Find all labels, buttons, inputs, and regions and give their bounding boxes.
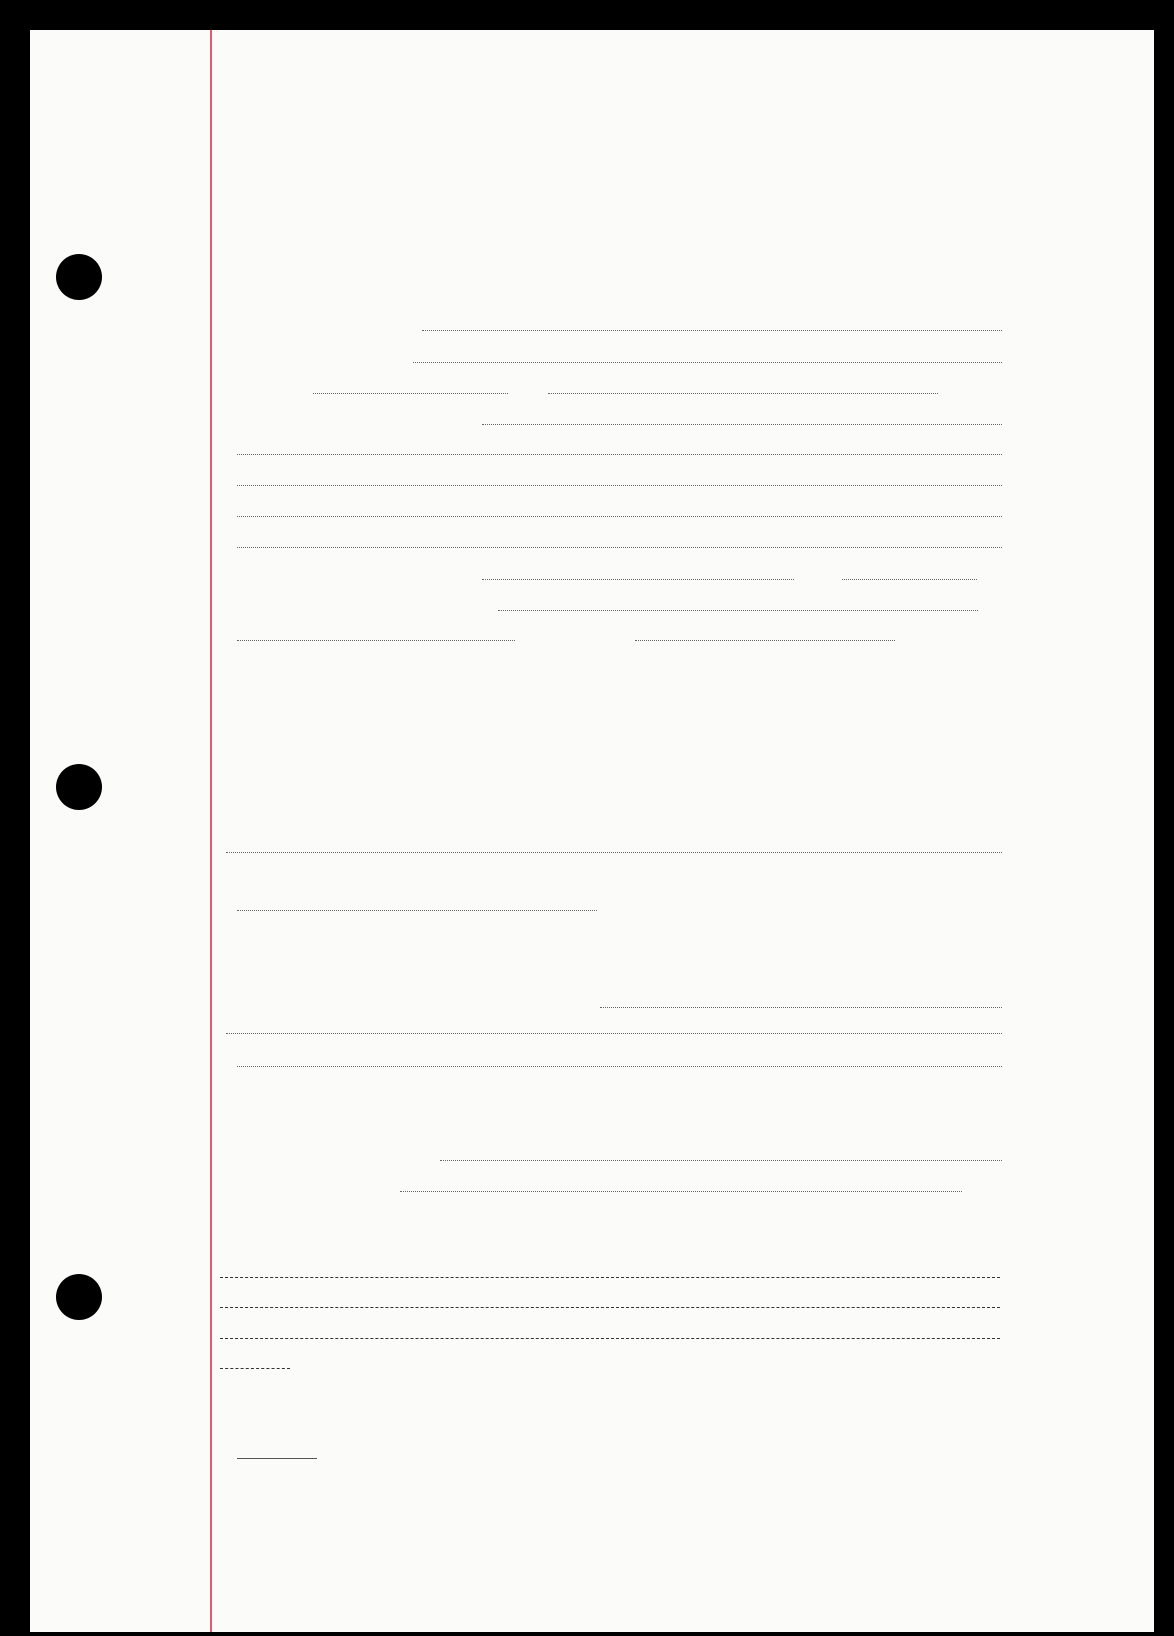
fill-line [400,1191,962,1192]
fill-line [237,910,597,911]
strike-through [220,1307,1000,1308]
fill-line [237,485,1002,486]
fill-line [498,610,978,611]
fill-line [226,1033,1002,1034]
punch-hole [56,764,102,810]
fill-line [237,1066,1002,1067]
footnote-rule [237,1458,317,1459]
margin-line [210,30,212,1632]
fill-line [600,1007,1002,1008]
fill-line [548,393,938,394]
fill-line [482,424,1002,425]
fill-line [237,454,1002,455]
fill-line [635,640,895,641]
fill-line [226,852,1002,853]
strike-through [220,1338,1000,1339]
strike-through [220,1277,1000,1278]
fill-line [237,516,1002,517]
fill-line [422,330,1002,331]
punch-hole [56,1274,102,1320]
fill-line [313,393,508,394]
fill-line [440,1160,1002,1161]
fill-line [237,640,515,641]
strike-through [220,1368,290,1369]
fill-line [237,547,1002,548]
document-page [30,30,1154,1632]
fill-line [413,362,1002,363]
fill-line [842,579,977,580]
punch-hole [56,254,102,300]
fill-line [482,579,794,580]
